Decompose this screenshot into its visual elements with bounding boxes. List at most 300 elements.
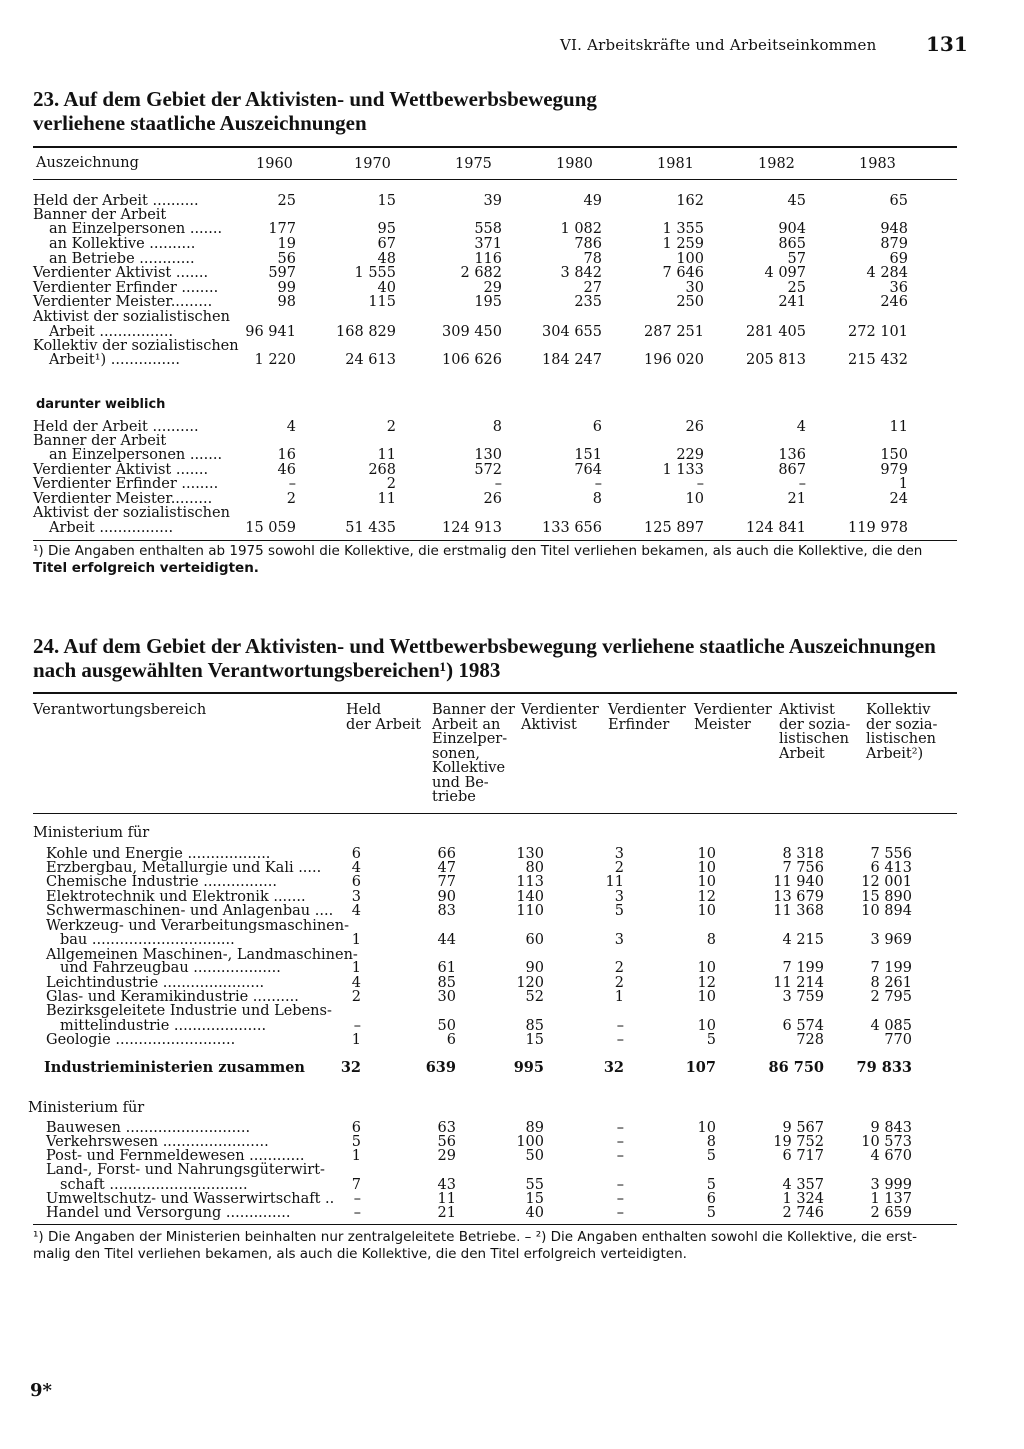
cell-value: –	[616, 1018, 624, 1034]
cell-value: 67	[377, 236, 396, 252]
cell-value: 100	[516, 1134, 544, 1150]
cell-value: 29	[483, 280, 502, 296]
cell-value: 66	[437, 846, 456, 862]
cell-value: 1 133	[662, 462, 704, 478]
cell-value: 7 199	[870, 960, 912, 976]
cell-value: 10	[697, 960, 716, 976]
row-label: Verdienter Aktivist .......	[33, 265, 209, 281]
cell-value: 51 435	[345, 520, 396, 536]
cell-value: 2	[286, 491, 296, 507]
column-header-line: Verdienter	[608, 702, 686, 718]
column-header-line: Arbeit²)	[866, 745, 924, 762]
cell-value: 5	[706, 1177, 716, 1193]
table23-col-header: Auszeichnung	[36, 155, 139, 171]
cell-value: 8 318	[782, 846, 824, 862]
cell-value: 4	[796, 419, 806, 435]
table23-bottom-rule	[33, 540, 957, 541]
cell-value: 196 020	[644, 352, 704, 368]
cell-value: –	[616, 1177, 624, 1193]
cell-value: 786	[574, 236, 602, 252]
cell-value: 15	[525, 1191, 544, 1207]
row-label: Post- und Fernmeldewesen ............	[46, 1148, 305, 1164]
cell-value: 50	[525, 1148, 544, 1164]
cell-value: 2	[614, 860, 624, 876]
total-cell-value: 107	[685, 1059, 716, 1076]
cell-value: 47	[437, 860, 456, 876]
row-label: Geologie ..........................	[46, 1032, 236, 1048]
cell-value: 12 001	[861, 874, 912, 890]
cell-value: 162	[676, 193, 704, 209]
cell-value: 2 659	[870, 1205, 912, 1221]
cell-value: 39	[483, 193, 502, 209]
row-label: Erzbergbau, Metallurgie und Kali .....	[46, 860, 322, 876]
row-label: Glas- und Keramikindustrie ..........	[46, 989, 299, 1005]
cell-value: 2	[614, 960, 624, 976]
cell-value: 2	[386, 419, 396, 435]
cell-value: 6	[351, 1120, 361, 1136]
page-number: 131	[926, 32, 968, 56]
row-label: Bauwesen ...........................	[46, 1120, 251, 1136]
row-label: Verdienter Erfinder ........	[33, 476, 219, 492]
cell-value: 3 999	[870, 1177, 912, 1193]
cell-value: 48	[377, 251, 396, 267]
cell-value: 89	[525, 1120, 544, 1136]
cell-value: 6	[446, 1032, 456, 1048]
cell-value: 3	[614, 889, 624, 905]
table23-top-rule	[33, 146, 957, 148]
cell-value: 57	[787, 251, 806, 267]
cell-value: 9 567	[782, 1120, 824, 1136]
cell-value: 728	[796, 1032, 824, 1048]
cell-value: 268	[368, 462, 396, 478]
cell-value: 85	[437, 975, 456, 991]
column-header-line: Erfinder	[608, 716, 670, 733]
cell-value: 56	[277, 251, 296, 267]
cell-value: 21	[437, 1205, 456, 1221]
cell-value: 7 556	[870, 846, 912, 862]
cell-value: 5	[706, 1032, 716, 1048]
row-label: und Fahrzeugbau ...................	[60, 960, 281, 976]
cell-value: 10 573	[861, 1134, 912, 1150]
column-header-line: Kollektiv	[866, 702, 931, 718]
cell-value: 177	[268, 221, 296, 237]
row-label: Arbeit ................	[49, 324, 174, 340]
year-header-1975: 1975	[455, 156, 492, 172]
cell-value: 5	[706, 1148, 716, 1164]
cell-value: 558	[474, 221, 502, 237]
cell-value: 85	[525, 1018, 544, 1034]
cell-value: 63	[437, 1120, 456, 1136]
cell-value: 61	[437, 960, 456, 976]
cell-value: 10	[697, 860, 716, 876]
cell-value: 4	[351, 860, 361, 876]
year-header-1982: 1982	[758, 156, 795, 172]
cell-value: 36	[889, 280, 908, 296]
table24-title-line1: 24. Auf dem Gebiet der Aktivisten- und Wettbewerbsbewegung verliehene staatliche Auszeichnungen	[33, 634, 936, 658]
cell-value: 21	[787, 491, 806, 507]
cell-value: 1	[351, 1148, 361, 1164]
cell-value: 27	[583, 280, 602, 296]
cell-value: 10	[697, 846, 716, 862]
cell-value: 96 941	[245, 324, 296, 340]
signature-mark: 9*	[30, 1380, 52, 1401]
row-label: Held der Arbeit ..........	[33, 193, 199, 209]
cell-value: 1	[351, 1032, 361, 1048]
cell-value: 60	[525, 932, 544, 948]
row-label: mittelindustrie ....................	[60, 1018, 267, 1034]
table23-footnote-line1: ¹) Die Angaben enthalten ab 1975 sowohl die Kollektive, die erstmalig den Titel verliehen bekamen, als auch die Kollektive, die den	[33, 543, 923, 559]
cell-value: 2 682	[460, 265, 502, 281]
row-label: Leichtindustrie ......................	[46, 975, 265, 991]
cell-value: 4 085	[870, 1018, 912, 1034]
row-label: Handel und Versorgung ..............	[46, 1205, 291, 1221]
cell-value: –	[353, 1018, 361, 1034]
cell-value: 572	[474, 462, 502, 478]
cell-value: 11 368	[773, 903, 824, 919]
cell-value: 4 357	[782, 1177, 824, 1193]
cell-value: 8	[706, 1134, 716, 1150]
cell-value: 26	[685, 419, 704, 435]
cell-value: 1	[614, 989, 624, 1005]
row-label: Aktivist der sozialistischen	[33, 309, 230, 325]
cell-value: 98	[277, 294, 296, 310]
cell-value: –	[288, 476, 296, 492]
cell-value: 6 413	[870, 860, 912, 876]
cell-value: 250	[676, 294, 704, 310]
column-header-line: triebe	[432, 789, 476, 805]
cell-value: 10	[697, 874, 716, 890]
cell-value: 5	[706, 1205, 716, 1221]
table23-title-line1: 23. Auf dem Gebiet der Aktivisten- und Wettbewerbsbewegung	[33, 87, 597, 111]
cell-value: 1 220	[254, 352, 296, 368]
cell-value: 83	[437, 903, 456, 919]
total-cell-value: 79 833	[856, 1059, 912, 1076]
cell-value: 2 795	[870, 989, 912, 1005]
cell-value: –	[696, 476, 704, 492]
cell-value: 309 450	[442, 324, 502, 340]
cell-value: 11 940	[773, 874, 824, 890]
cell-value: 19 752	[773, 1134, 824, 1150]
cell-value: 241	[778, 294, 806, 310]
cell-value: 272 101	[848, 324, 908, 340]
table24-group2-label: Ministerium für	[28, 1100, 145, 1116]
cell-value: 52	[525, 989, 544, 1005]
table23-header-rule	[33, 179, 957, 180]
cell-value: 25	[277, 193, 296, 209]
cell-value: 151	[574, 447, 602, 463]
cell-value: 116	[474, 251, 502, 267]
cell-value: –	[616, 1191, 624, 1207]
cell-value: 3	[351, 889, 361, 905]
row-label: an Betriebe ............	[49, 251, 195, 267]
cell-value: 8	[706, 932, 716, 948]
year-header-1960: 1960	[256, 156, 293, 172]
cell-value: 40	[377, 280, 396, 296]
cell-value: 7 199	[782, 960, 824, 976]
cell-value: 2	[386, 476, 396, 492]
cell-value: 11	[889, 419, 908, 435]
cell-value: 44	[437, 932, 456, 948]
cell-value: 24 613	[345, 352, 396, 368]
cell-value: 4	[286, 419, 296, 435]
cell-value: 80	[525, 860, 544, 876]
cell-value: –	[616, 1120, 624, 1136]
cell-value: 3	[614, 932, 624, 948]
cell-value: 867	[778, 462, 806, 478]
cell-value: 215 432	[848, 352, 908, 368]
cell-value: 11	[377, 491, 396, 507]
cell-value: 6 574	[782, 1018, 824, 1034]
row-label: Chemische Industrie ................	[46, 874, 277, 890]
running-head: VI. Arbeitskräfte und Arbeitseinkommen	[560, 36, 877, 54]
cell-value: 130	[474, 447, 502, 463]
cell-value: 2	[614, 975, 624, 991]
cell-value: 19	[277, 236, 296, 252]
column-header-line: Held	[346, 702, 382, 718]
row-label: Werkzeug- und Verarbeitungsmaschinen-	[46, 918, 349, 934]
row-label: Banner der Arbeit	[33, 433, 167, 449]
cell-value: –	[616, 1134, 624, 1150]
row-label: Kollektiv der sozialistischen	[33, 338, 239, 354]
cell-value: 45	[787, 193, 806, 209]
cell-value: 12	[697, 975, 716, 991]
cell-value: 130	[516, 846, 544, 862]
year-header-1970: 1970	[354, 156, 391, 172]
cell-value: 6	[351, 874, 361, 890]
column-header-line: Aktivist	[779, 702, 835, 718]
column-header-line: Meister	[694, 716, 751, 733]
cell-value: 99	[277, 280, 296, 296]
cell-value: 125 897	[644, 520, 704, 536]
cell-value: 95	[377, 221, 396, 237]
cell-value: 6	[351, 846, 361, 862]
cell-value: 106 626	[442, 352, 502, 368]
cell-value: 120	[516, 975, 544, 991]
cell-value: 2	[351, 989, 361, 1005]
cell-value: 4	[351, 975, 361, 991]
cell-value: 597	[268, 265, 296, 281]
cell-value: 5	[351, 1134, 361, 1150]
cell-value: 30	[437, 989, 456, 1005]
cell-value: 246	[880, 294, 908, 310]
cell-value: 10 894	[861, 903, 912, 919]
year-header-1981: 1981	[657, 156, 694, 172]
cell-value: 1	[898, 476, 908, 492]
cell-value: 8 261	[870, 975, 912, 991]
cell-value: 184 247	[542, 352, 602, 368]
row-label: an Einzelpersonen .......	[49, 221, 223, 237]
total-cell-value: 995	[513, 1059, 544, 1076]
cell-value: 24	[889, 491, 908, 507]
cell-value: 5	[614, 903, 624, 919]
cell-value: 11	[605, 874, 624, 890]
cell-value: 879	[880, 236, 908, 252]
cell-value: 46	[277, 462, 296, 478]
cell-value: 205 813	[746, 352, 806, 368]
total-row-label: Industrieministerien zusammen	[44, 1059, 305, 1076]
cell-value: 30	[685, 280, 704, 296]
table24-footnote-line1: ¹) Die Angaben der Ministerien beinhalten nur zentralgeleitete Betriebe. – ²) Die Angaben enthalten sowohl die Kollektive, die erst-	[33, 1229, 918, 1245]
cell-value: 16	[277, 447, 296, 463]
cell-value: 1	[351, 960, 361, 976]
cell-value: 4 097	[764, 265, 806, 281]
cell-value: 1 555	[354, 265, 396, 281]
table23-footnote-line2: Titel erfolgreich verteidigten.	[33, 560, 259, 576]
row-label: Held der Arbeit ..........	[33, 419, 199, 435]
cell-value: –	[594, 476, 602, 492]
cell-value: 26	[483, 491, 502, 507]
row-label: Verdienter Aktivist .......	[33, 462, 209, 478]
cell-value: 78	[583, 251, 602, 267]
cell-value: –	[616, 1205, 624, 1221]
cell-value: –	[353, 1205, 361, 1221]
cell-value: 115	[368, 294, 396, 310]
cell-value: 50	[437, 1018, 456, 1034]
cell-value: 195	[474, 294, 502, 310]
cell-value: 15	[525, 1032, 544, 1048]
column-header-line: der Arbeit	[346, 716, 422, 733]
cell-value: 119 978	[848, 520, 908, 536]
table24-top-rule	[33, 692, 957, 694]
cell-value: 13 679	[773, 889, 824, 905]
cell-value: 4 215	[782, 932, 824, 948]
cell-value: 11 214	[773, 975, 824, 991]
column-header-line: der sozia-	[866, 716, 938, 733]
cell-value: 10	[697, 989, 716, 1005]
total-cell-value: 86 750	[768, 1059, 824, 1076]
cell-value: 10	[697, 1120, 716, 1136]
row-label: Verdienter Erfinder ........	[33, 280, 219, 296]
cell-value: 10	[697, 903, 716, 919]
cell-value: 4 284	[866, 265, 908, 281]
cell-value: 304 655	[542, 324, 602, 340]
cell-value: 40	[525, 1205, 544, 1221]
cell-value: 979	[880, 462, 908, 478]
year-header-1983: 1983	[859, 156, 896, 172]
row-label: Verkehrswesen .......................	[46, 1134, 269, 1150]
year-header-1980: 1980	[556, 156, 593, 172]
cell-value: 1 324	[782, 1191, 824, 1207]
cell-value: 904	[778, 221, 806, 237]
column-header-line: Verdienter	[521, 702, 599, 718]
cell-value: 8	[492, 419, 502, 435]
cell-value: 15 890	[861, 889, 912, 905]
cell-value: 7	[351, 1177, 361, 1193]
cell-value: 150	[880, 447, 908, 463]
row-label: Elektrotechnik und Elektronik .......	[46, 889, 306, 905]
cell-value: 49	[583, 193, 602, 209]
row-label: Verdienter Meister.........	[33, 491, 213, 507]
row-label: an Einzelpersonen .......	[49, 447, 223, 463]
cell-value: 10	[697, 1018, 716, 1034]
column-header-line: Einzelper-	[432, 731, 508, 747]
cell-value: 1 259	[662, 236, 704, 252]
row-label: bau ...............................	[60, 932, 235, 948]
cell-value: 1 355	[662, 221, 704, 237]
cell-value: 371	[474, 236, 502, 252]
cell-value: 865	[778, 236, 806, 252]
column-header-line: der sozia-	[779, 716, 851, 733]
column-header-line: Arbeit an	[432, 716, 501, 733]
cell-value: 4 670	[870, 1148, 912, 1164]
row-label: an Kollektive ..........	[49, 236, 196, 252]
column-header-line: listischen	[779, 731, 850, 747]
cell-value: 25	[787, 280, 806, 296]
cell-value: 12	[697, 889, 716, 905]
table24-bottom-rule	[33, 1224, 957, 1225]
table23-title-line2: verliehene staatliche Auszeichnungen	[33, 111, 367, 135]
cell-value: 6	[706, 1191, 716, 1207]
cell-value: 2 746	[782, 1205, 824, 1221]
cell-value: 3	[614, 846, 624, 862]
cell-value: 229	[676, 447, 704, 463]
cell-value: 29	[437, 1148, 456, 1164]
table24-title-line2: nach ausgewählten Verantwortungsbereichen¹) 1983	[33, 658, 501, 682]
cell-value: 235	[574, 294, 602, 310]
cell-value: 3 759	[782, 989, 824, 1005]
cell-value: 90	[525, 960, 544, 976]
cell-value: 43	[437, 1177, 456, 1193]
cell-value: 1 082	[560, 221, 602, 237]
cell-value: 100	[676, 251, 704, 267]
cell-value: 7 646	[662, 265, 704, 281]
total-cell-value: 32	[603, 1059, 624, 1076]
cell-value: 6	[592, 419, 602, 435]
table24-footnote-line2: malig den Titel verliehen bekamen, als auch die Kollektive, die den Titel erfolgreich verteidigten.	[33, 1246, 687, 1262]
cell-value: –	[616, 1148, 624, 1164]
cell-value: 136	[778, 447, 806, 463]
total-cell-value: 32	[340, 1059, 361, 1076]
row-label: Bezirksgeleitete Industrie und Lebens-	[46, 1003, 332, 1019]
table24-col-header: Verantwortungsbereich	[33, 702, 207, 718]
row-label: Arbeit¹) ...............	[49, 352, 180, 368]
table24-group1-label: Ministerium für	[33, 825, 150, 841]
cell-value: 8	[592, 491, 602, 507]
cell-value: 3 969	[870, 932, 912, 948]
row-label: Kohle und Energie ..................	[46, 846, 271, 862]
row-label: Land-, Forst- und Nahrungsgüterwirt-	[46, 1162, 325, 1178]
cell-value: –	[616, 1032, 624, 1048]
cell-value: 124 841	[746, 520, 806, 536]
cell-value: 15 059	[245, 520, 296, 536]
cell-value: 124 913	[442, 520, 502, 536]
row-label: Umweltschutz- und Wasserwirtschaft ..	[46, 1191, 335, 1207]
row-label: Banner der Arbeit	[33, 207, 167, 223]
row-label: Aktivist der sozialistischen	[33, 505, 230, 521]
column-header-line: Kollektive	[432, 760, 506, 776]
row-label: schaft ..............................	[60, 1177, 248, 1193]
cell-value: 140	[516, 889, 544, 905]
cell-value: –	[494, 476, 502, 492]
column-header-line: Aktivist	[521, 716, 577, 733]
column-header-line: Verdienter	[694, 702, 772, 718]
row-label: Schwermaschinen- und Anlagenbau ....	[46, 903, 334, 919]
column-header-line: listischen	[866, 731, 937, 747]
table24-header-rule	[33, 813, 957, 814]
cell-value: 7 756	[782, 860, 824, 876]
cell-value: 287 251	[644, 324, 704, 340]
cell-value: 281 405	[746, 324, 806, 340]
column-header-line: Banner der	[432, 702, 515, 718]
cell-value: 110	[516, 903, 544, 919]
cell-value: 55	[525, 1177, 544, 1193]
column-header-line: sonen,	[432, 745, 481, 762]
cell-value: –	[798, 476, 806, 492]
cell-value: 948	[880, 221, 908, 237]
row-label: Arbeit ................	[49, 520, 174, 536]
cell-value: 90	[437, 889, 456, 905]
cell-value: 113	[516, 874, 544, 890]
